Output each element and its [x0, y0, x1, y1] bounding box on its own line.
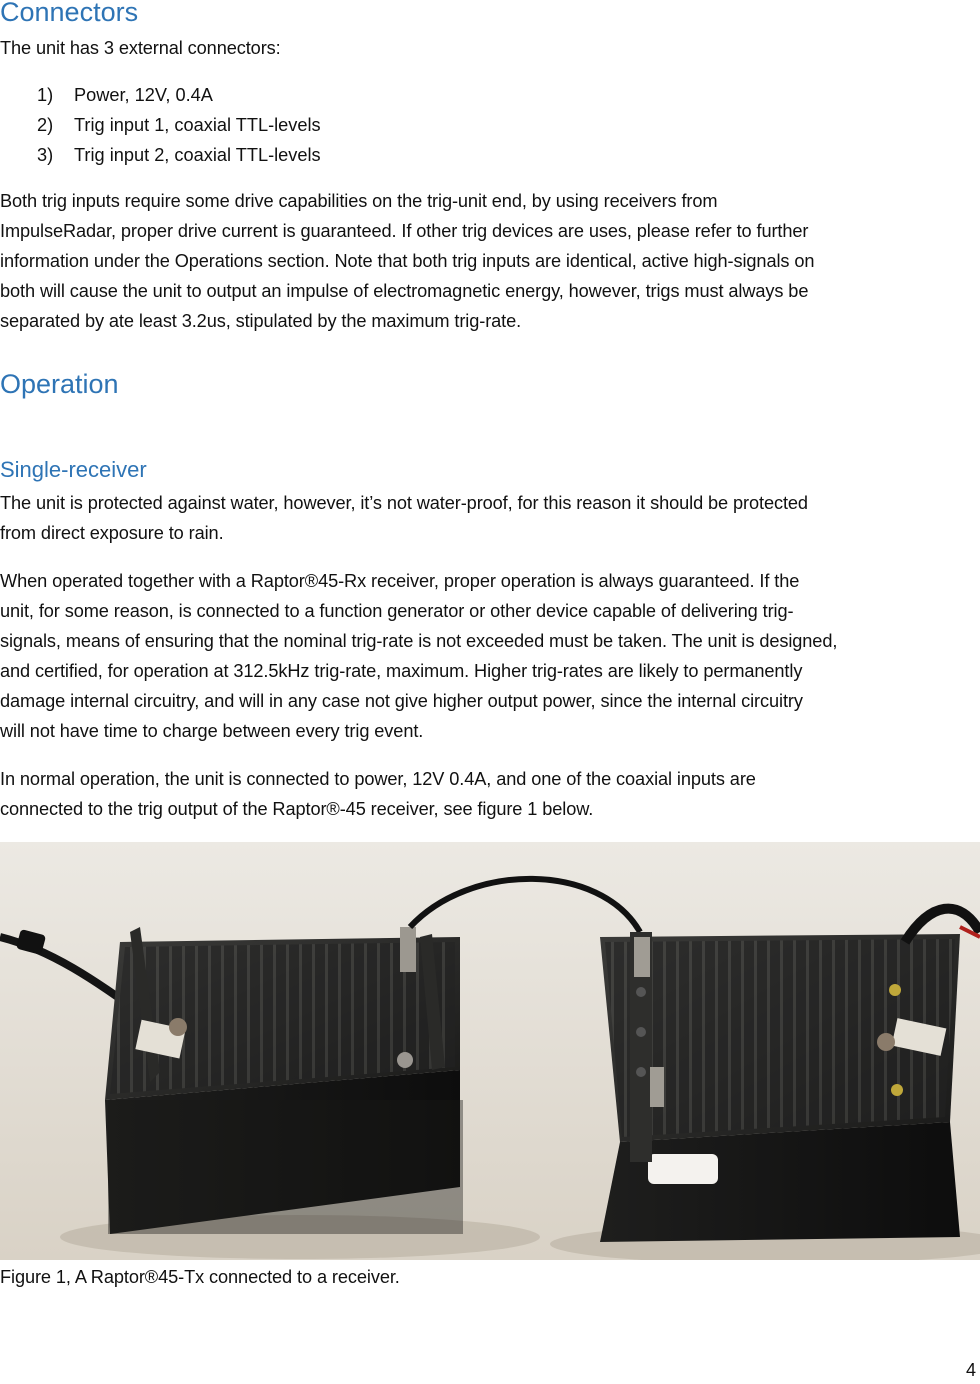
figure-photo: [0, 842, 980, 1260]
page-number: 4: [965, 1360, 976, 1380]
list-item: 1) Power, 12V, 0.4A: [37, 85, 213, 105]
connectors-intro: The unit has 3 external connectors:: [0, 38, 281, 58]
receiver-unit: [600, 932, 960, 1242]
figure-caption: Figure 1, A Raptor®45-Tx connected to a receiver.: [0, 1267, 400, 1287]
list-item: 2) Trig input 1, coaxial TTL-levels: [37, 115, 321, 135]
subheading-single-receiver: Single-receiver: [0, 457, 147, 482]
photo-two-units: [0, 842, 980, 1260]
heading-connectors: Connectors: [0, 0, 139, 27]
connectors-list: [0, 80, 980, 170]
connectors-paragraph: Both trig inputs require some drive capabilities on the trig-unit end, by using receivers from ImpulseRadar, proper drive current is guaranteed. If other trig devices are uses, please refer to further information under the Operations section. Note that both trig inputs are identical, active high-signals on both will cause the unit to output an impulse of electromagnetic energy, however, trigs must always be separated by ate least 3.2us, stipulated by the maximum trig-rate.: [0, 191, 815, 331]
operation-paragraph-2: When operated together with a Raptor®45-Rx receiver, proper operation is always guaranteed. If the unit, for some reason, is connected to a function generator or other device capable of delivering trig- signals, means of ensuring that the nominal trig-rate is not exceeded must be taken. The unit is designed, and certified, for operation at 312.5kHz trig-rate, maximum. Higher trig-rates are likely to permanently damage internal circuitry, and will in any case not give higher output power, since the internal circuitry will not have time to charge between every trig event.: [0, 571, 838, 741]
heading-operation: Operation: [0, 369, 119, 399]
transmitter-unit: [105, 927, 463, 1234]
operation-paragraph-3: In normal operation, the unit is connected to power, 12V 0.4A, and one of the coaxial inputs are connected to the trig output of the Raptor®-45 receiver, see figure 1 below.: [0, 769, 756, 819]
operation-paragraph-1: The unit is protected against water, however, it’s not water-proof, for this reason it should be protected from direct exposure to rain.: [0, 493, 808, 543]
list-item: 3) Trig input 2, coaxial TTL-levels: [37, 145, 321, 165]
